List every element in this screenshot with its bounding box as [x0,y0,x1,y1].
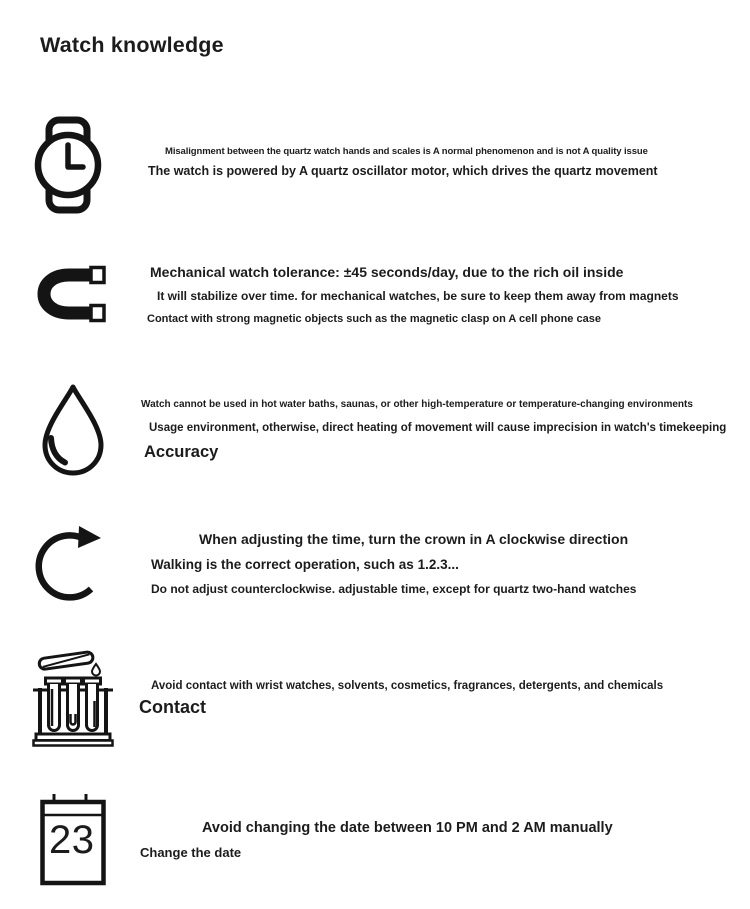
adjust-warning-line: Do not adjust counterclockwise. adjustable time, except for quartz two-hand watches [151,582,637,596]
water-drop-icon [40,383,106,476]
quartz-main-line: The watch is powered by A quartz oscillator motor, which drives the quartz movement [148,164,658,178]
quartz-note-line: Misalignment between the quartz watch hands and scales is A normal phenomenon and is not A quality issue [165,146,648,157]
calendar-day-number: 23 [49,818,95,862]
watch-icon [34,116,102,214]
magnet-stabilize-line: It will stabilize over time. for mechanical watches, be sure to keep them away from magnets [157,289,679,303]
magnet-icon [36,265,106,323]
date-heading: Change the date [140,845,242,860]
page-title: Watch knowledge [40,33,224,57]
calendar-icon [40,793,106,886]
adjust-walking-line: Walking is the correct operation, such as 1.2.3... [151,557,459,572]
accuracy-heading: Accuracy [144,443,219,461]
clockwise-arrow-icon [34,522,108,602]
date-avoid-line: Avoid changing the date between 10 PM and 2 AM manually [202,820,613,836]
contact-avoid-line: Avoid contact with wrist watches, solvents, cosmetics, fragrances, detergents, and chemicals [151,680,664,692]
magnet-contact-line: Contact with strong magnetic objects such as the magnetic clasp on A cell phone case [147,313,601,325]
accuracy-environment-line: Watch cannot be used in hot water baths, saunas, or other high-temperature or temperature-changing environments [141,399,693,410]
test-tubes-icon [32,644,114,747]
contact-heading: Contact [139,697,206,717]
adjust-clockwise-line: When adjusting the time, turn the crown in A clockwise direction [199,531,629,547]
magnet-tolerance-line: Mechanical watch tolerance: ±45 seconds/day, due to the rich oil inside [150,264,624,280]
accuracy-usage-line: Usage environment, otherwise, direct heating of movement will cause imprecision in watch's timekeeping [149,422,727,434]
